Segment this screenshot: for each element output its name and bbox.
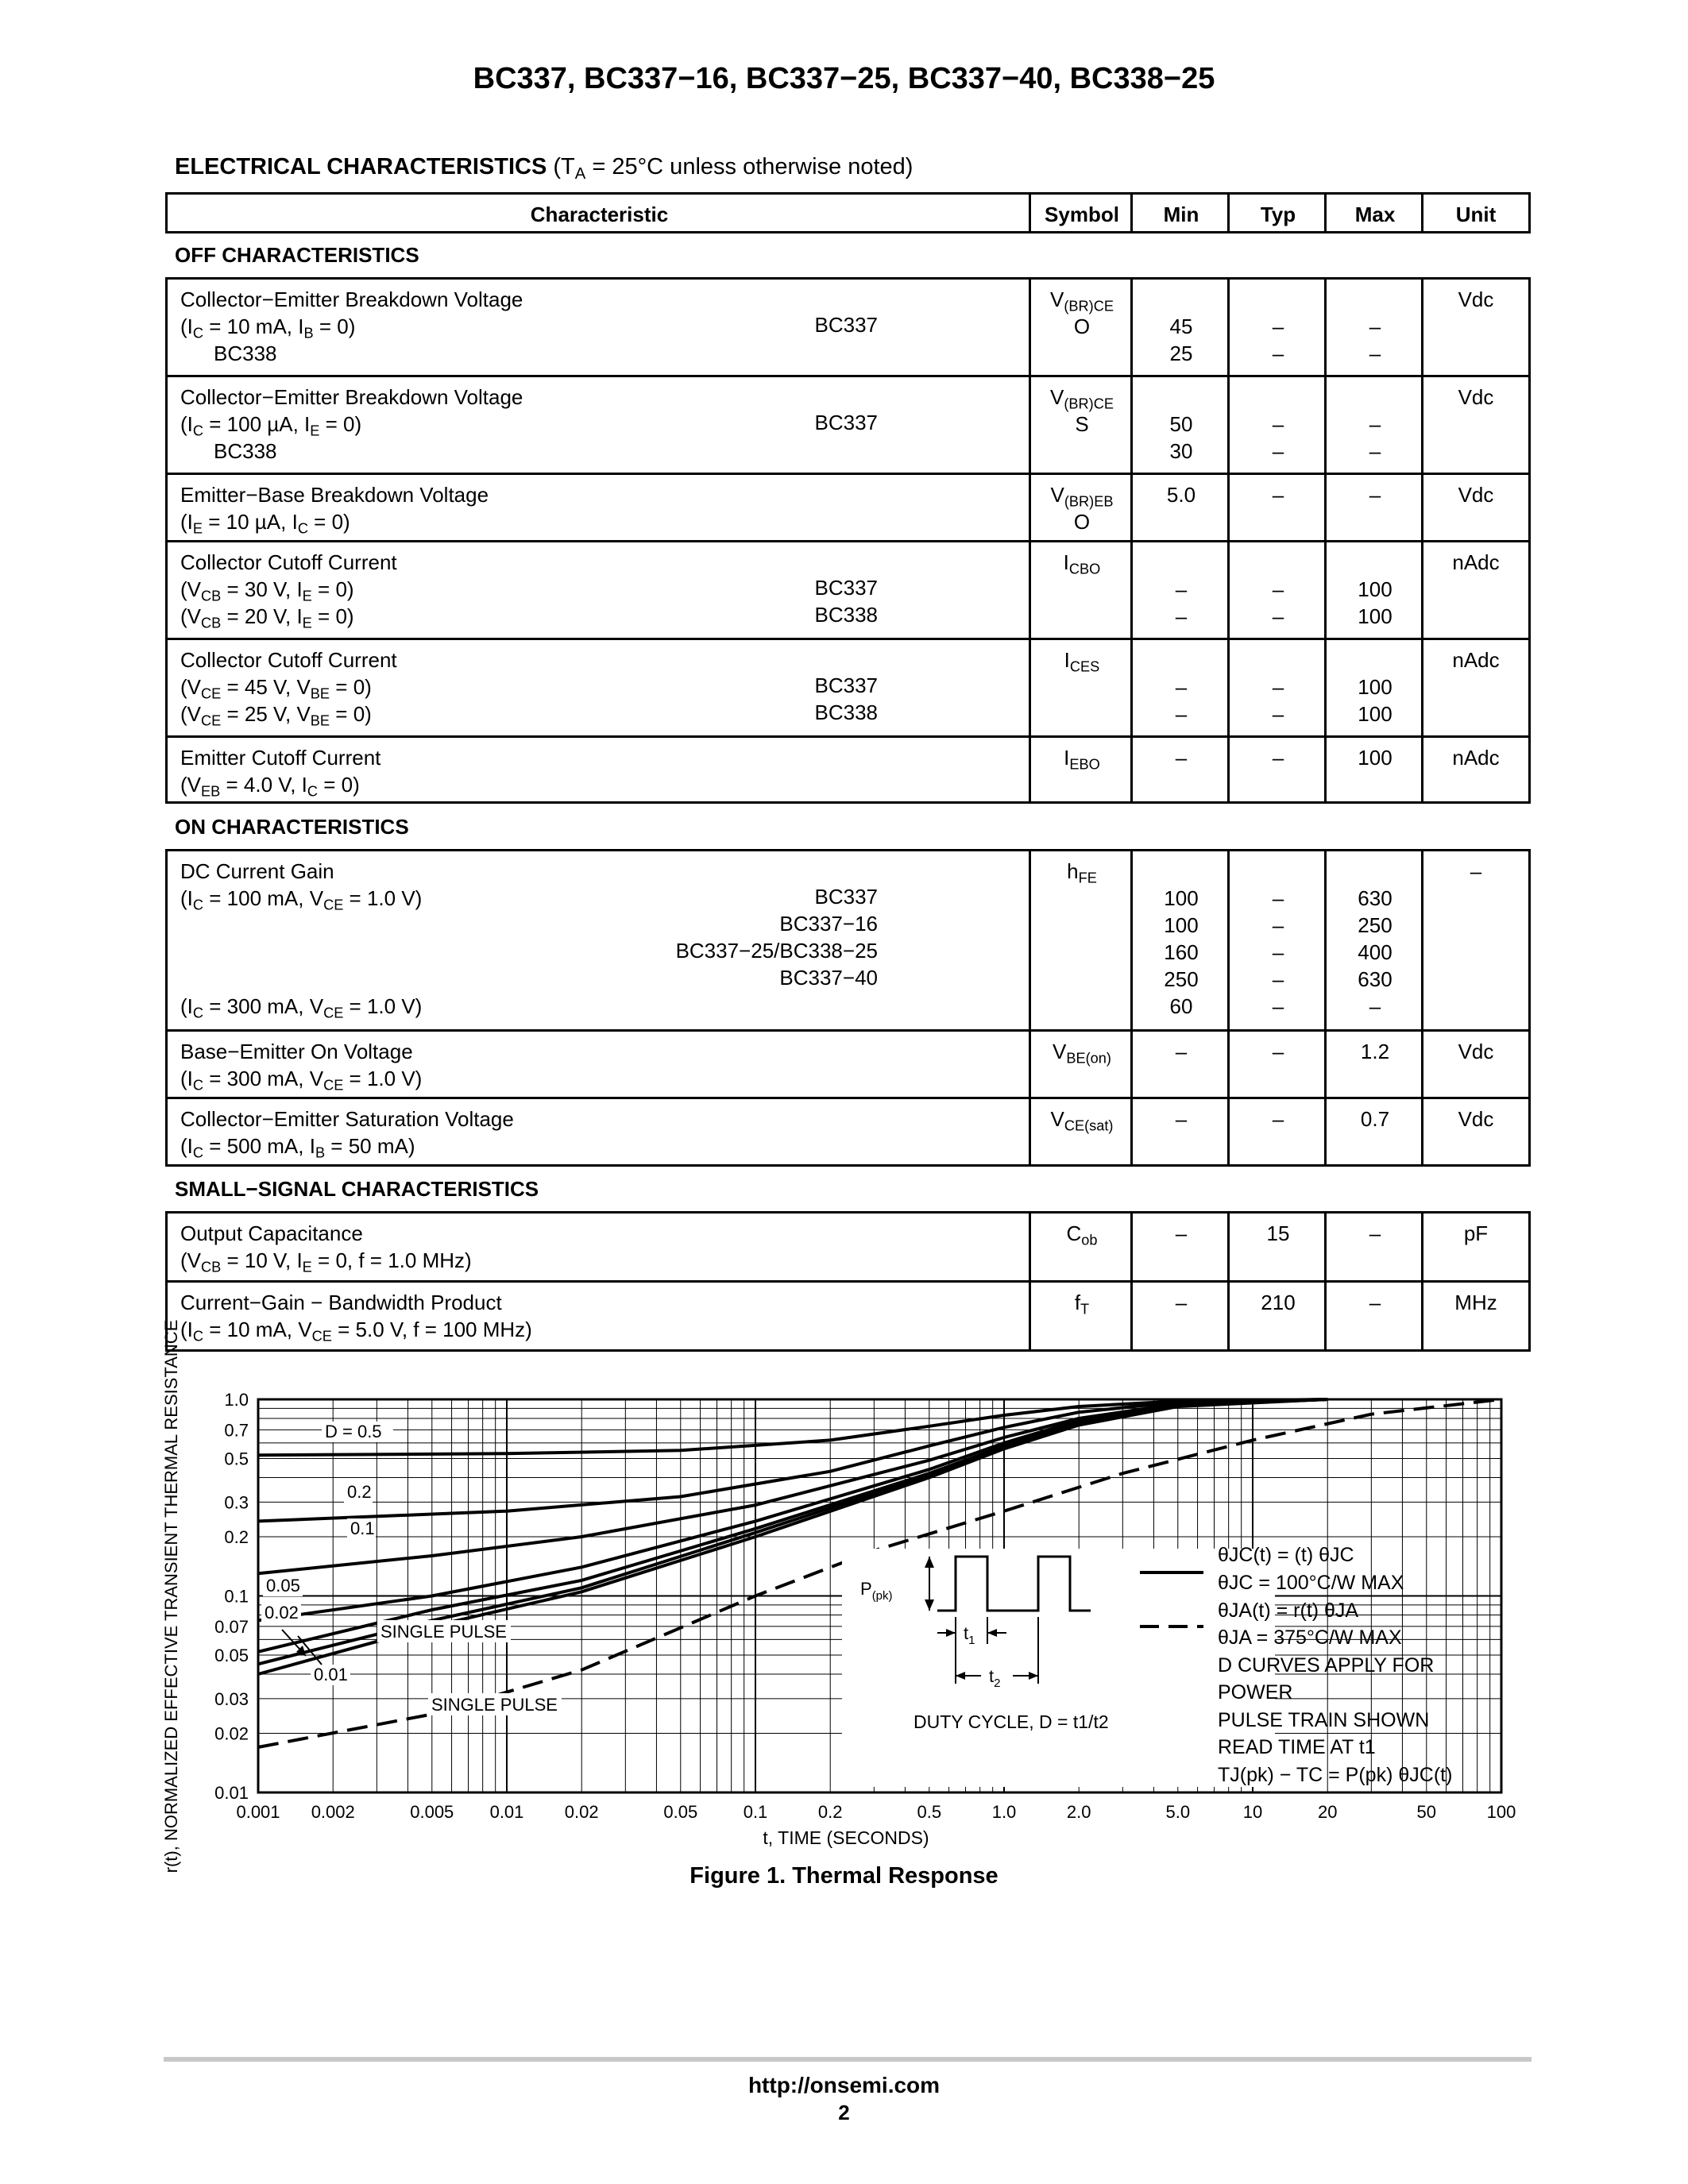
x-tick-label: 0.02 xyxy=(564,1802,599,1822)
heading-bold: ELECTRICAL CHARACTERISTICS xyxy=(175,154,547,179)
param-condition: ($V_{CB} = 30$ V, $I_E = 0$) xyxy=(180,577,354,604)
param-name: Output Capacitance xyxy=(180,1221,363,1245)
device-label: BC337 xyxy=(814,411,878,434)
section-on: ON CHARACTERISTICS xyxy=(175,815,409,839)
param-condition: ($I_E = 10$ µA, $I_C = 0$) xyxy=(180,510,350,537)
row-characteristic xyxy=(168,1032,1029,1097)
legend-line-9: TJ(pk) − TC = P(pk) θJC(t) xyxy=(1218,1764,1453,1786)
document-title: BC337, BC337−16, BC337−25, BC337−40, BC338−25 xyxy=(473,62,1215,95)
row-max: 100 100 xyxy=(1324,640,1423,735)
row-unit: nAdc xyxy=(1421,738,1528,801)
param-condition: ($I_C = 300$ mA, $V_{CE} = 1.0$ V) xyxy=(180,994,423,1021)
row-characteristic xyxy=(168,640,1029,735)
row-max: 100 xyxy=(1324,738,1423,801)
row-characteristic xyxy=(168,738,1029,801)
footer-url[interactable]: http://onsemi.com xyxy=(747,2073,941,2097)
curve-label-single-pulse-dashed: SINGLE PULSE xyxy=(431,1695,558,1715)
row-min: 45 25 xyxy=(1130,280,1230,375)
param-condition: ($I_C = 10$ mA, $I_B = 0$) xyxy=(180,314,356,341)
section-small-signal: SMALL−SIGNAL CHARACTERISTICS xyxy=(175,1177,539,1201)
row-symbol: $I_{EBO}$ xyxy=(1029,738,1133,801)
row-min: – xyxy=(1130,738,1230,801)
col-min: Min xyxy=(1130,195,1230,231)
param-condition: ($I_C = 100$ µA, $I_E = 0$) xyxy=(180,412,362,439)
curve-label-005: 0.05 xyxy=(266,1576,300,1596)
footer-divider xyxy=(164,2057,1532,2062)
row-max: – xyxy=(1324,1283,1423,1349)
row-typ: – – xyxy=(1227,280,1327,375)
row-max: – xyxy=(1324,1214,1423,1280)
table-row xyxy=(165,849,1531,1032)
table-row xyxy=(165,735,1531,804)
row-max: 0.7 xyxy=(1324,1099,1423,1164)
param-condition: ($V_{CB} = 10$ V, $I_E = 0$, f = 1.0 MHz) xyxy=(180,1248,472,1275)
row-min: – xyxy=(1130,1099,1230,1164)
legend-line-3: θJA(t) = r(t) θJA xyxy=(1218,1599,1359,1622)
param-condition: ($V_{CE} = 25$ V, $V_{BE} = 0$) xyxy=(180,702,372,729)
row-typ: 15 xyxy=(1227,1214,1327,1280)
y-tick-label: 1.0 xyxy=(224,1390,249,1410)
row-characteristic xyxy=(168,542,1029,638)
param-condition: ($I_C = 10$ mA, $V_{CE} = 5.0$ V, f = 100 MHz) xyxy=(180,1318,532,1345)
param-name: Collector−Emitter Breakdown Voltage xyxy=(180,385,523,409)
row-unit: pF xyxy=(1421,1214,1528,1280)
y-tick-label: 0.02 xyxy=(214,1723,249,1744)
row-symbol: $V_{BE(on)}$ xyxy=(1029,1032,1133,1097)
x-tick-label: 0.5 xyxy=(917,1802,942,1822)
row-unit: Vdc xyxy=(1421,377,1528,473)
row-symbol: $I_{CES}$ xyxy=(1029,640,1133,735)
row-unit: Vdc xyxy=(1421,280,1528,375)
row-unit: nAdc xyxy=(1421,640,1528,735)
page-number: 2 xyxy=(838,2101,850,2124)
param-condition: ($I_C = 500$ mA, $I_B = 50$ mA) xyxy=(180,1134,415,1161)
row-unit: nAdc xyxy=(1421,542,1528,638)
table-row xyxy=(165,540,1531,640)
x-tick-label: 0.005 xyxy=(410,1802,454,1822)
device-label: BC338 xyxy=(214,439,277,463)
section-off: OFF CHARACTERISTICS xyxy=(175,243,419,267)
row-symbol: $h_{FE}$ xyxy=(1029,851,1133,1029)
row-max: – – xyxy=(1324,280,1423,375)
y-axis-label: r(t), NORMALIZED EFFECTIVE TRANSIENT THERMAL RESISTANCE xyxy=(161,1319,181,1873)
col-unit: Unit xyxy=(1421,195,1528,231)
row-max: 630 250 400 630 – xyxy=(1324,851,1423,1029)
row-min: 5.0 xyxy=(1130,475,1230,540)
x-tick-label: 0.2 xyxy=(817,1802,843,1822)
row-characteristic xyxy=(168,851,1029,1029)
row-min: 50 30 xyxy=(1130,377,1230,473)
x-tick-label: 0.01 xyxy=(489,1802,524,1822)
param-name: Current−Gain − Bandwidth Product xyxy=(180,1291,502,1314)
col-symbol: Symbol xyxy=(1029,195,1133,231)
curve-label-01: 0.1 xyxy=(350,1518,375,1538)
curve-label-d05: D = 0.5 xyxy=(325,1422,382,1441)
legend-line-1: θJC(t) = (t) θJC xyxy=(1218,1544,1354,1566)
row-typ: – xyxy=(1227,475,1327,540)
legend-line-4: θJA = 375°C/W MAX xyxy=(1218,1626,1402,1649)
row-symbol: $V_{(BR)EB}$ O xyxy=(1029,475,1133,540)
row-characteristic xyxy=(168,475,1029,540)
row-typ: 210 xyxy=(1227,1283,1327,1349)
row-typ: – – xyxy=(1227,377,1327,473)
x-tick-label: 0.1 xyxy=(743,1802,768,1822)
device-labels: BC337 BC338 xyxy=(814,673,878,724)
legend-line-7: PULSE TRAIN SHOWN xyxy=(1218,1709,1430,1731)
row-characteristic xyxy=(168,280,1029,375)
row-max: – xyxy=(1324,475,1423,540)
param-name: Collector Cutoff Current xyxy=(180,550,397,574)
row-characteristic xyxy=(168,377,1029,473)
legend-line-6: POWER xyxy=(1218,1681,1293,1704)
y-tick-labels xyxy=(214,1390,249,1803)
table-row xyxy=(165,638,1531,738)
curve-label-002: 0.02 xyxy=(265,1603,299,1623)
row-typ: – – – – – xyxy=(1227,851,1327,1029)
y-tick-label: 0.05 xyxy=(214,1646,249,1666)
inset-t2: $t_2$ xyxy=(989,1666,1001,1690)
row-max: 100 100 xyxy=(1324,542,1423,638)
device-labels: BC337 BC338 xyxy=(814,576,878,627)
inset-pulse-label: $P_{(pk)}$ xyxy=(860,1579,893,1603)
row-symbol: $f_T$ xyxy=(1029,1283,1133,1349)
inset-t1: $t_1$ xyxy=(964,1623,975,1647)
row-typ: – – xyxy=(1227,640,1327,735)
row-max: 1.2 xyxy=(1324,1032,1423,1097)
table-row xyxy=(165,1280,1531,1352)
param-name: DC Current Gain xyxy=(180,859,334,883)
table-row xyxy=(165,277,1531,377)
x-tick-label: 10 xyxy=(1242,1802,1263,1822)
param-name: Emitter Cutoff Current xyxy=(180,746,381,770)
x-tick-label: 0.05 xyxy=(663,1802,698,1822)
row-characteristic xyxy=(168,1099,1029,1164)
row-characteristic xyxy=(168,1214,1029,1280)
row-min: – – xyxy=(1130,640,1230,735)
row-min: – – xyxy=(1130,542,1230,638)
param-name: Base−Emitter On Voltage xyxy=(180,1040,413,1063)
row-unit: Vdc xyxy=(1421,1032,1528,1097)
series-line-2 xyxy=(258,1399,1327,1573)
param-condition: ($V_{CE} = 45$ V, $V_{BE} = 0$) xyxy=(180,675,372,702)
col-max: Max xyxy=(1324,195,1423,231)
row-symbol: $V_{(BR)CE}$ O xyxy=(1029,280,1133,375)
legend-line-8: READ TIME AT t1 xyxy=(1218,1736,1376,1758)
inset-duty-cycle: DUTY CYCLE, D = t1/t2 xyxy=(914,1711,1109,1732)
row-characteristic xyxy=(168,1283,1029,1349)
row-symbol: $V_{(BR)CE}$ S xyxy=(1029,377,1133,473)
heading-condition: ($T_A = 25^\circ C$ unless otherwise noted) xyxy=(553,154,914,183)
curve-label-single-pulse-solid: SINGLE PULSE xyxy=(380,1622,507,1642)
y-tick-label: 0.1 xyxy=(224,1586,249,1607)
row-unit: – xyxy=(1421,851,1528,1029)
row-typ: – xyxy=(1227,1099,1327,1164)
param-condition: ($I_C = 300$ mA, $V_{CE} = 1.0$ V) xyxy=(180,1067,423,1094)
row-typ: – xyxy=(1227,1032,1327,1097)
curve-label-02: 0.2 xyxy=(347,1482,372,1502)
curve-label-001: 0.01 xyxy=(314,1665,348,1684)
col-characteristic: Characteristic xyxy=(530,203,669,226)
table-row xyxy=(165,1097,1531,1167)
device-labels: BC337 BC337−16 BC337−25/BC338−25 BC337−40 xyxy=(675,885,878,990)
x-tick-label: 20 xyxy=(1317,1802,1338,1822)
row-unit: MHz xyxy=(1421,1283,1528,1349)
table-row xyxy=(165,375,1531,475)
legend-line-5: D CURVES APPLY FOR xyxy=(1218,1654,1435,1677)
device-label: BC338 xyxy=(214,341,277,365)
row-min: – xyxy=(1130,1032,1230,1097)
param-condition: ($V_{CB} = 20$ V, $I_E = 0$) xyxy=(180,604,354,631)
y-tick-label: 0.03 xyxy=(214,1688,249,1709)
row-unit: Vdc xyxy=(1421,1099,1528,1164)
row-min: – xyxy=(1130,1283,1230,1349)
y-tick-label: 0.01 xyxy=(214,1783,249,1803)
figure-caption: Figure 1. Thermal Response xyxy=(689,1863,999,1889)
row-unit: Vdc xyxy=(1421,475,1528,540)
x-tick-labels xyxy=(236,1802,1516,1822)
y-tick-label: 0.07 xyxy=(214,1616,249,1637)
param-name: Collector−Emitter Breakdown Voltage xyxy=(180,287,523,311)
table-row xyxy=(165,473,1531,542)
row-min: – xyxy=(1130,1214,1230,1280)
device-label: BC337 xyxy=(814,313,878,337)
row-min: 100 100 160 250 60 xyxy=(1130,851,1230,1029)
x-tick-label: 1.0 xyxy=(991,1802,1017,1822)
row-symbol: $C_{ob}$ xyxy=(1029,1214,1133,1280)
x-tick-label: 2.0 xyxy=(1066,1802,1091,1822)
param-condition: ($V_{EB} = 4.0$ V, $I_C = 0$) xyxy=(180,773,360,800)
y-tick-label: 0.3 xyxy=(224,1492,249,1513)
col-typ: Typ xyxy=(1227,195,1327,231)
y-tick-label: 0.5 xyxy=(224,1449,249,1469)
pulse-diagram-inset xyxy=(842,1549,1275,1787)
param-name: Emitter−Base Breakdown Voltage xyxy=(180,483,489,507)
x-tick-label: 100 xyxy=(1486,1802,1516,1822)
y-tick-label: 0.7 xyxy=(224,1420,249,1441)
x-tick-label: 50 xyxy=(1416,1802,1437,1822)
row-typ: – xyxy=(1227,738,1327,801)
x-tick-label: 0.001 xyxy=(236,1802,280,1822)
x-tick-label: 5.0 xyxy=(1165,1802,1191,1822)
table-heading xyxy=(175,154,914,183)
x-axis-label: t, TIME (SECONDS) xyxy=(763,1827,929,1848)
x-tick-label: 0.002 xyxy=(311,1802,355,1822)
row-symbol: $I_{CBO}$ xyxy=(1029,542,1133,638)
legend-line-2: θJC = 100°C/W MAX xyxy=(1218,1572,1404,1594)
y-tick-label: 0.2 xyxy=(224,1526,249,1547)
row-symbol: $V_{CE(sat)}$ xyxy=(1029,1099,1133,1164)
param-name: Collector Cutoff Current xyxy=(180,648,397,672)
param-condition: ($I_C = 100$ mA, $V_{CE} = 1.0$ V) xyxy=(180,886,423,913)
table-header-row xyxy=(165,192,1531,233)
row-typ: – – xyxy=(1227,542,1327,638)
table-row xyxy=(165,1029,1531,1099)
series-line-1 xyxy=(258,1399,1327,1521)
param-name: Collector−Emitter Saturation Voltage xyxy=(180,1107,514,1131)
table-row xyxy=(165,1211,1531,1283)
row-max: – – xyxy=(1324,377,1423,473)
